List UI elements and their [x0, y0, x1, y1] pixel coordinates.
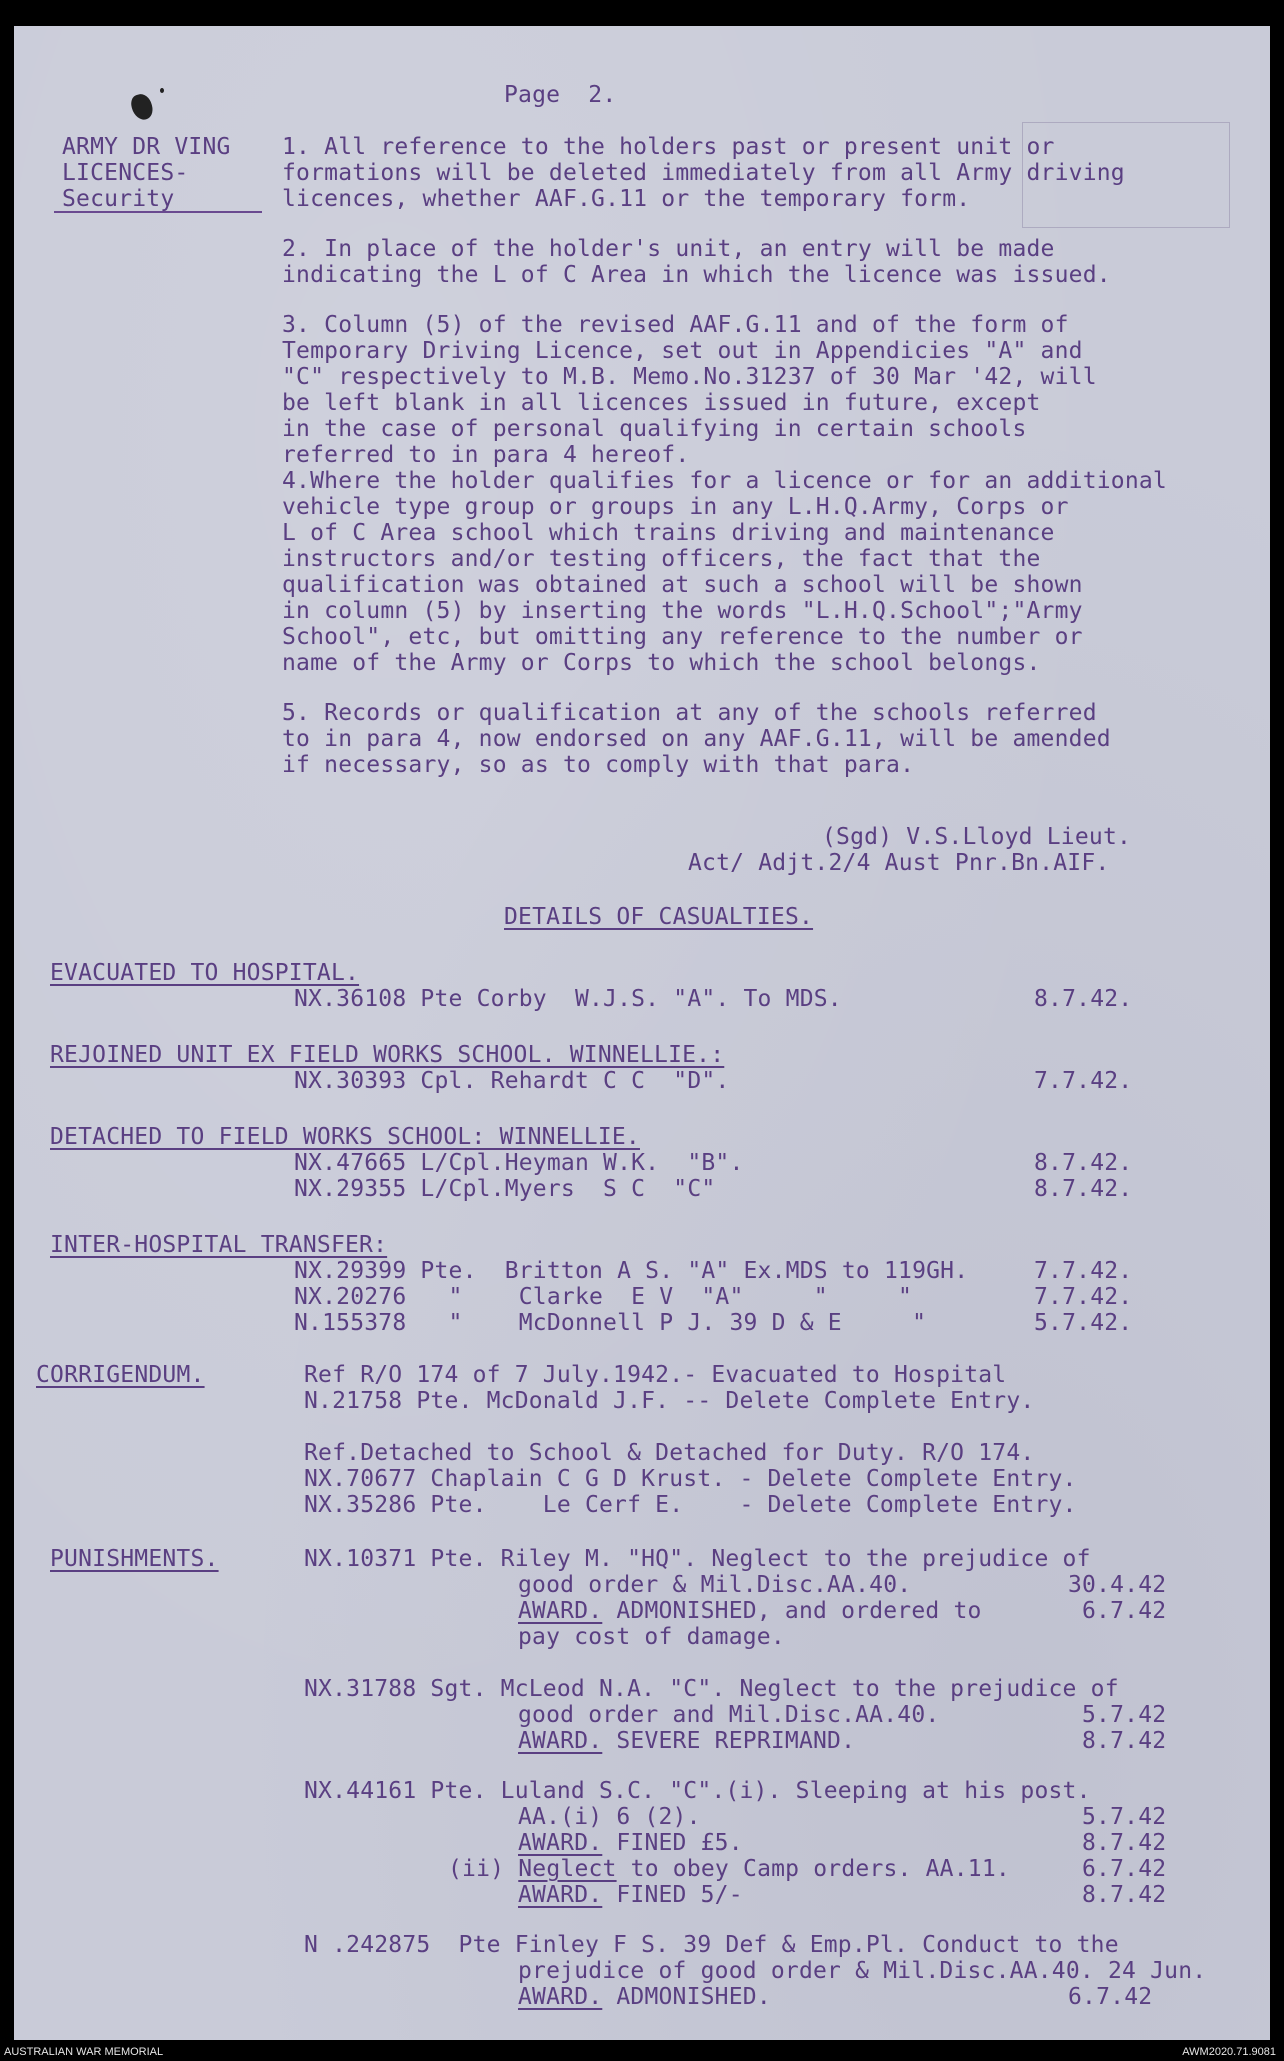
award-label: AWARD. — [518, 1830, 603, 1856]
para-line: licences, whether AAF.G.11 or the temporary form. — [282, 186, 971, 212]
casualty-entry: NX.30393 Cpl. Rehardt C C "D". — [294, 1068, 730, 1094]
para-line: in column (5) by inserting the words "L.H.Q.School";"Army — [282, 598, 1083, 624]
para-line: if necessary, so as to comply with that para. — [282, 752, 915, 778]
corrigendum-line: NX.70677 Chaplain C G D Krust. - Delete Complete Entry. — [304, 1466, 1077, 1492]
punishment-line — [518, 1598, 982, 1624]
punishment-line: good order & Mil.Disc.AA.40. — [518, 1572, 912, 1598]
corrigendum-line: N.21758 Pte. McDonald J.F. -- Delete Complete Entry. — [304, 1388, 1035, 1414]
footer-left: AUSTRALIAN WAR MEMORIAL — [4, 2046, 164, 2058]
side-label-line-1: ARMY DR VING — [62, 134, 231, 160]
side-label-line-3: Security — [62, 186, 175, 212]
section-heading: REJOINED UNIT EX FIELD WORKS SCHOOL. WINNELLIE.: — [50, 1042, 725, 1068]
ink-speck — [160, 88, 164, 93]
page-header: Page 2. — [504, 82, 617, 108]
corrigendum-line: NX.35286 Pte. Le Cerf E. - Delete Complete Entry. — [304, 1492, 1077, 1518]
casualty-date: 7.7.42. — [1034, 1258, 1133, 1284]
ink-blot — [129, 92, 155, 122]
punishment-line: NX.44161 Pte. Luland S.C. "C".(i). Sleeping at his post. — [304, 1778, 1091, 1804]
award-text: SEVERE REPRIMAND. — [602, 1728, 856, 1754]
section-heading: INTER-HOSPITAL TRANSFER: — [50, 1232, 388, 1258]
signature-line: Act/ Adjt.2/4 Aust Pnr.Bn.AIF. — [688, 850, 1110, 876]
para-line: 5. Records or qualification at any of the schools referred — [282, 700, 1097, 726]
casualty-entry: NX.29355 L/Cpl.Myers S C "C" — [294, 1176, 716, 1202]
punishment-line: AA.(i) 6 (2). — [518, 1804, 701, 1830]
corrigendum-line: Ref.Detached to School & Detached for Duty. R/O 174. — [304, 1440, 1035, 1466]
punishment-line — [518, 1984, 771, 2010]
award-text: ADMONISHED, and ordered to — [602, 1598, 982, 1624]
punishment-date: 6.7.42 — [1068, 1984, 1153, 2010]
punishment-line — [518, 1728, 855, 1754]
side-label-line-2: LICENCES- — [62, 160, 189, 186]
para-line: indicating the L of C Area in which the licence was issued. — [282, 262, 1111, 288]
para-line: School", etc, but omitting any reference to the number or — [282, 624, 1083, 650]
award-label: AWARD. — [518, 1882, 603, 1908]
award-label: AWARD. — [518, 1728, 603, 1754]
para-line: 4.Where the holder qualifies for a licence or for an additional — [282, 468, 1167, 494]
para-line: in the case of personal qualifying in certain schools — [282, 416, 1027, 442]
corrigendum-line: Ref R/O 174 of 7 July.1942.- Evacuated to Hospital — [304, 1362, 1007, 1388]
para-line: Temporary Driving Licence, set out in Appendicies "A" and — [282, 338, 1083, 364]
punishment-date: 30.4.42 — [1068, 1572, 1167, 1598]
para-line: referred to in para 4 hereof. — [282, 442, 690, 468]
para-line: instructors and/or testing officers, the fact that the — [282, 546, 1041, 572]
casualty-date: 7.7.42. — [1034, 1068, 1133, 1094]
sub-charge-text: to obey Camp orders. AA.11. — [616, 1856, 1010, 1882]
footer-right: AWM2020.71.9081 — [1182, 2046, 1276, 2058]
signature-line: (Sgd) V.S.Lloyd Lieut. — [822, 824, 1132, 850]
casualty-entry: NX.20276 " Clarke E V "A" " " — [294, 1284, 913, 1310]
para-line: vehicle type group or groups in any L.H.Q.Army, Corps or — [282, 494, 1069, 520]
para-line: "C" respectively to M.B. Memo.No.31237 of 30 Mar '42, will — [282, 364, 1097, 390]
side-label-rule — [54, 211, 262, 213]
punishment-line: N .242875 Pte Finley F S. 39 Def & Emp.Pl. Conduct to the — [304, 1932, 1119, 1958]
casualty-date: 5.7.42. — [1034, 1310, 1133, 1336]
para-line: 1. All reference to the holders past or present unit or — [282, 134, 1055, 160]
punishment-line: prejudice of good order & Mil.Disc.AA.40. 24 Jun. — [518, 1958, 1207, 1984]
award-label: AWARD. — [518, 1984, 603, 2010]
punishment-date: 8.7.42 — [1082, 1728, 1167, 1754]
section-heading: PUNISHMENTS. — [50, 1546, 219, 1572]
punishment-date: 6.7.42 — [1082, 1856, 1167, 1882]
punishment-date: 5.7.42 — [1082, 1702, 1167, 1728]
document-page — [14, 26, 1270, 2040]
award-label: AWARD. — [518, 1598, 603, 1624]
casualties-title: DETAILS OF CASUALTIES. — [504, 904, 814, 930]
punishment-line: NX.10371 Pte. Riley M. "HQ". Neglect to the prejudice of — [304, 1546, 1091, 1572]
section-heading: CORRIGENDUM. — [36, 1362, 205, 1388]
section-heading: DETACHED TO FIELD WORKS SCHOOL: WINNELLIE. — [50, 1124, 640, 1150]
casualty-entry: N.155378 " McDonnell P J. 39 D & E " — [294, 1310, 927, 1336]
para-line: 3. Column (5) of the revised AAF.G.11 and of the form of — [282, 312, 1069, 338]
para-line: L of C Area school which trains driving and maintenance — [282, 520, 1055, 546]
punishment-line — [518, 1882, 743, 1908]
para-line: name of the Army or Corps to which the school belongs. — [282, 650, 1041, 676]
punishment-line — [448, 1856, 1010, 1882]
casualty-date: 8.7.42. — [1034, 1176, 1133, 1202]
punishment-line — [518, 1830, 743, 1856]
para-line: qualification was obtained at such a school will be shown — [282, 572, 1083, 598]
punishment-date: 5.7.42 — [1082, 1804, 1167, 1830]
para-line: to in para 4, now endorsed on any AAF.G.11, will be amended — [282, 726, 1111, 752]
punishment-line: good order and Mil.Disc.AA.40. — [518, 1702, 940, 1728]
para-line: 2. In place of the holder's unit, an entry will be made — [282, 236, 1055, 262]
award-text: ADMONISHED. — [602, 1984, 771, 2010]
casualty-date: 8.7.42. — [1034, 1150, 1133, 1176]
punishment-date: 6.7.42 — [1082, 1598, 1167, 1624]
sub-charge-prefix: (ii) — [448, 1856, 519, 1882]
award-text: FINED £5. — [602, 1830, 743, 1856]
casualty-date: 8.7.42. — [1034, 986, 1133, 1012]
casualty-date: 7.7.42. — [1034, 1284, 1133, 1310]
casualty-entry: NX.36108 Pte Corby W.J.S. "A". To MDS. — [294, 986, 842, 1012]
casualty-entry: NX.47665 L/Cpl.Heyman W.K. "B". — [294, 1150, 744, 1176]
punishment-line: pay cost of damage. — [518, 1624, 785, 1650]
award-text: FINED 5/- — [602, 1882, 743, 1908]
punishment-date: 8.7.42 — [1082, 1830, 1167, 1856]
punishment-date: 8.7.42 — [1082, 1882, 1167, 1908]
para-line: be left blank in all licences issued in future, except — [282, 390, 1041, 416]
section-heading: EVACUATED TO HOSPITAL. — [50, 960, 360, 986]
neglect-word: Neglect — [518, 1856, 617, 1882]
casualty-entry: NX.29399 Pte. Britton A S. "A" Ex.MDS to 119GH. — [294, 1258, 969, 1284]
punishment-line: NX.31788 Sgt. McLeod N.A. "C". Neglect to the prejudice of — [304, 1676, 1119, 1702]
para-line: formations will be deleted immediately from all Army driving — [282, 160, 1125, 186]
